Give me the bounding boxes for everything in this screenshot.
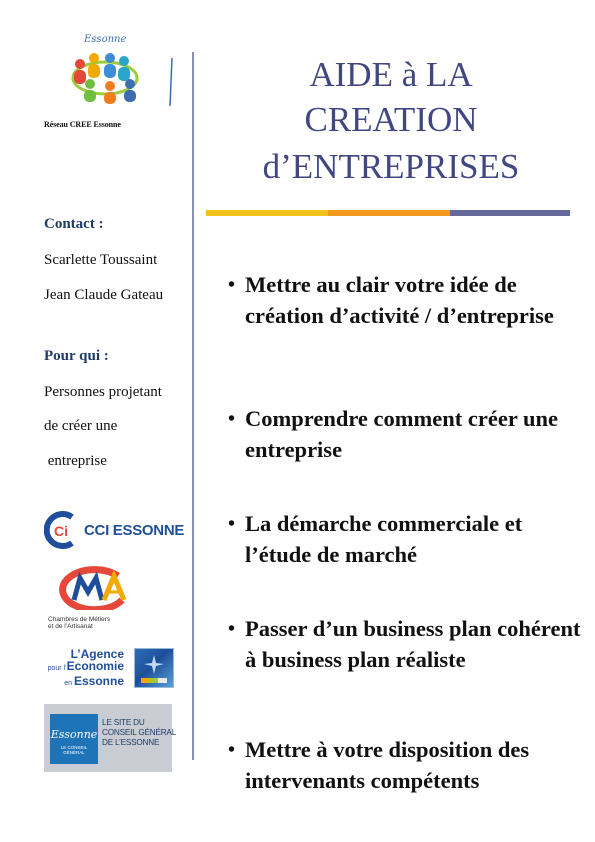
bullet-symbol: • [228,274,236,296]
accent-bar-orange [328,210,450,216]
cma-caption-line-1: Chambres de Métiers [48,616,111,623]
audience-heading: Pour qui : [44,348,109,364]
page-title [212,52,570,189]
audience-line-3: entreprise [44,453,107,469]
cci-mark-letter: Ci [54,523,68,539]
bullet-text: Passer d’un business plan cohérent à business plan réaliste [245,616,581,672]
cci-essonne-logo [44,510,184,550]
emblem-stripe [141,678,167,683]
contact-name-2: Jean Claude Gateau [44,287,164,303]
conseil-general-emblem [50,714,98,764]
bullet-symbol: • [228,408,236,430]
cg-script: Essonne [50,728,98,741]
cg-line-3: DE L’ESSONNE [102,738,160,747]
contact-name-1: Scarlette Toussaint [44,252,158,268]
aee-line-3-prefix: en [64,680,74,687]
bullet-item [228,735,583,796]
aee-line-2-prefix: pour l’ [47,665,67,672]
bullet-item [228,509,583,570]
agence-economie-logo [44,646,176,688]
bullet-item [228,404,583,465]
title-line-2: CREATION [304,100,478,139]
cma-caption-line-2: et de l’Artisanat [48,623,93,630]
bullet-item [228,270,583,331]
cma-mark-icon [48,566,132,610]
cma-caption [48,616,138,630]
logo-script-text: Essonne [84,34,127,45]
bullet-symbol: • [228,618,236,640]
bullet-text: Mettre au clair votre idée de création d’activité / d’entreprise [245,272,554,328]
agence-economie-emblem [134,648,174,688]
audience-line-1: Personnes projetant [44,384,162,400]
aee-line-2: Economie [66,659,124,673]
conseil-general-logo [44,704,177,772]
cree-essonne-logo [60,28,180,108]
title-line-1: AIDE à LA [309,55,473,94]
star-icon [135,649,173,679]
aee-line-3: Essonne [73,674,124,688]
cg-line-2: CONSEIL GÉNÉRAL [102,728,177,737]
cg-tiny: LE CONSEIL GÉNÉRAL [60,745,88,755]
people-circle-icon [60,28,180,108]
agence-economie-text [48,648,124,690]
cma-logo [48,566,138,630]
bullet-symbol: • [228,739,236,761]
bullet-text: La démarche commerciale et l’étude de marché [245,511,523,567]
vertical-divider [192,52,194,760]
accent-bar-yellow [206,210,328,216]
bullet-text: Comprendre comment créer une entreprise [245,406,559,462]
accent-bar-purple [450,210,570,216]
conseil-general-text [102,718,177,748]
aee-line-1: L’Agence [70,647,124,661]
cci-name: CCI ESSONNE [84,521,185,539]
bullet-symbol: • [228,513,236,535]
cci-mark-icon [44,511,78,549]
audience-line-2: de créer une [44,418,118,434]
bullet-item [228,614,583,675]
bullet-text: Mettre à votre disposition des intervenants compétents [245,737,530,793]
cg-line-1: LE SITE DU [102,718,145,727]
network-label: Réseau CREE Essonne [44,120,121,129]
contact-heading: Contact : [44,216,104,232]
title-line-3: d’ENTREPRISES [262,147,520,186]
